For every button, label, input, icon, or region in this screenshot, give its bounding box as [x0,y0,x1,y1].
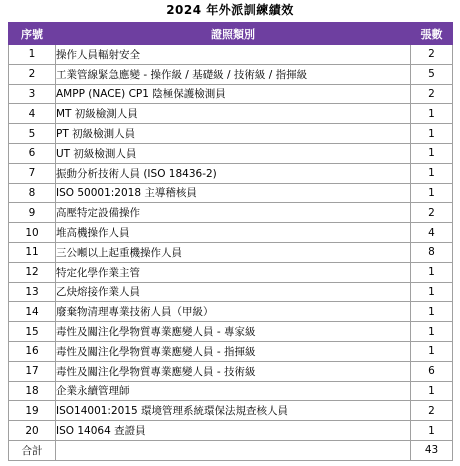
certificate-count: 1 [411,341,453,361]
row-number: 6 [9,143,56,163]
header-certificate: 證照類別 [56,23,411,45]
certificate-name: 操作人員輻射安全 [56,45,411,65]
certificate-count: 8 [411,242,453,262]
certificate-count: 2 [411,45,453,65]
certificate-name: UT 初級檢測人員 [56,143,411,163]
table-body [9,45,453,461]
row-number: 4 [9,104,56,124]
table-row [9,124,453,144]
row-number: 14 [9,302,56,322]
row-number: 10 [9,223,56,243]
certificate-name: ISO 14064 查證員 [56,421,411,441]
total-row [9,440,453,460]
row-number: 8 [9,183,56,203]
certificate-count: 1 [411,183,453,203]
certificate-name: AMPP (NACE) CP1 陰極保護檢測員 [56,84,411,104]
table-row [9,163,453,183]
table-row [9,143,453,163]
table-row [9,45,453,65]
table-row [9,203,453,223]
certificate-name: 毒性及關注化學物質專業應變人員 - 專家級 [56,322,411,342]
total-blank-cell [56,440,411,460]
row-number: 11 [9,242,56,262]
certificate-count: 1 [411,322,453,342]
certificate-count: 5 [411,64,453,84]
row-number: 12 [9,262,56,282]
certificate-count: 1 [411,143,453,163]
certificate-count: 1 [411,104,453,124]
row-number: 2 [9,64,56,84]
header-number: 序號 [9,23,56,45]
table-row [9,282,453,302]
certificate-count: 1 [411,124,453,144]
table-row [9,242,453,262]
certificate-name: 特定化學作業主管 [56,262,411,282]
table-row [9,262,453,282]
certificate-name: 三公噸以上起重機操作人員 [56,242,411,262]
table-row [9,183,453,203]
table-row [9,104,453,124]
total-label: 合計 [9,440,56,460]
certificate-name: PT 初級檢測人員 [56,124,411,144]
row-number: 16 [9,341,56,361]
table-row [9,401,453,421]
certificate-name: 毒性及關注化學物質專業應變人員 - 技術級 [56,361,411,381]
row-number: 13 [9,282,56,302]
row-number: 20 [9,421,56,441]
certificate-name: ISO14001:2015 環境管理系統環保法規查核人員 [56,401,411,421]
certificate-name: 振動分析技術人員 (ISO 18436-2) [56,163,411,183]
training-table [8,22,453,461]
header-count: 張數 [411,23,453,45]
certificate-name: 堆高機操作人員 [56,223,411,243]
row-number: 15 [9,322,56,342]
certificate-count: 2 [411,203,453,223]
certificate-count: 1 [411,421,453,441]
row-number: 5 [9,124,56,144]
row-number: 7 [9,163,56,183]
row-number: 18 [9,381,56,401]
certificate-name: 毒性及關注化學物質專業應變人員 - 指揮級 [56,341,411,361]
certificate-count: 4 [411,223,453,243]
certificate-count: 1 [411,163,453,183]
table-row [9,361,453,381]
certificate-name: 工業管線緊急應變 - 操作級 / 基礎級 / 技術級 / 指揮級 [56,64,411,84]
certificate-name: MT 初級檢測人員 [56,104,411,124]
table-row [9,421,453,441]
certificate-count: 1 [411,302,453,322]
total-count: 43 [411,440,453,460]
certificate-name: 廢棄物清理專業技術人員（甲級） [56,302,411,322]
table-header-row [9,23,453,45]
row-number: 3 [9,84,56,104]
row-number: 9 [9,203,56,223]
table-row [9,381,453,401]
table-row [9,64,453,84]
row-number: 19 [9,401,56,421]
certificate-count: 2 [411,401,453,421]
certificate-count: 6 [411,361,453,381]
table-row [9,84,453,104]
table-row [9,223,453,243]
certificate-count: 1 [411,282,453,302]
row-number: 17 [9,361,56,381]
row-number: 1 [9,45,56,65]
certificate-count: 1 [411,262,453,282]
certificate-name: 乙炔熔接作業人員 [56,282,411,302]
certificate-name: ISO 50001:2018 主導稽核員 [56,183,411,203]
table-row [9,302,453,322]
page-title: 2024 年外派訓練績效 [166,3,294,17]
certificate-count: 1 [411,381,453,401]
certificate-name: 企業永續管理師 [56,381,411,401]
certificate-name: 高壓特定設備操作 [56,203,411,223]
table-row [9,322,453,342]
table-row [9,341,453,361]
certificate-count: 2 [411,84,453,104]
